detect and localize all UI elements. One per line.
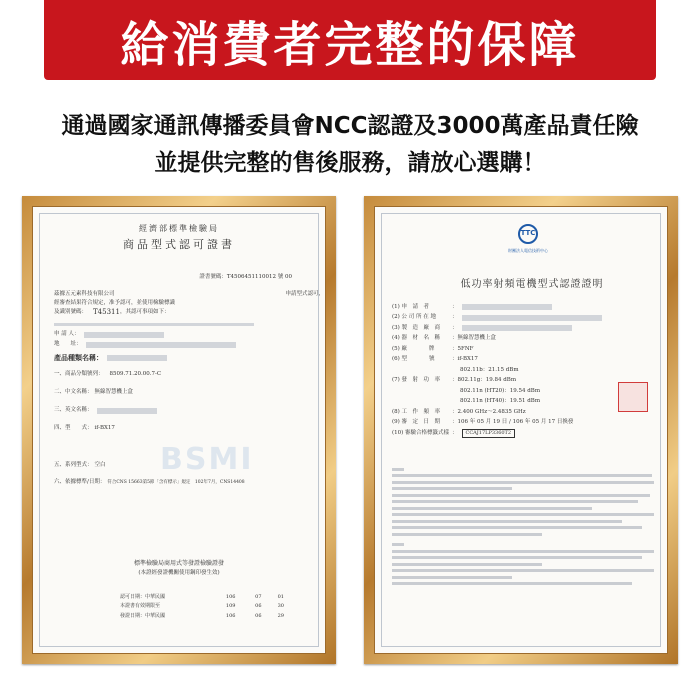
list-item: (9) 審 定 日 期 ： 106 年 05 月 19 日 / 106 年 05 月 17 日換發 <box>392 419 574 426</box>
table-row: 發證日期：中華民國 106 06 29 <box>120 613 284 619</box>
cert-dates-table <box>118 592 298 621</box>
redacted-address <box>462 315 602 321</box>
list-item: (3) 製 造 廠 商 ： <box>392 323 662 334</box>
left-certificate-frame <box>22 196 336 664</box>
list-item: 802.11b：21.15 dBm <box>460 366 519 373</box>
table-row: 認可日期：中華民國 106 07 01 <box>120 593 284 600</box>
list-item: (2) 公 司 所 在 地 ： <box>392 313 662 324</box>
redacted-manufacturer <box>462 325 572 331</box>
right-certificate-frame <box>364 196 678 664</box>
model-number: if-BX17 <box>94 425 115 432</box>
subtitle-line-2: 並提供完整的售後服務，請放心選購！ <box>154 150 546 176</box>
mark-usage-title: 標準檢驗局商用式等發證檢驗證發 <box>133 560 224 567</box>
standard-value: 符合CNS 15663第5節「含有標示」規定 102年7月，CNS14408 <box>107 479 245 485</box>
mark-number: T45311 <box>93 307 120 316</box>
list-item: (7) 發 射 功 率 ： 802.11g：19.84 dBm <box>392 377 517 384</box>
list-item: (8) 工 作 頻 率 ： 2.400 GHz～2.4835 GHz <box>392 408 526 415</box>
mark-usage-subtitle: (本證經發證機關使用鋼印發生效) <box>138 570 220 576</box>
chinese-name: 無線智慧機上盒 <box>94 389 134 396</box>
headline-banner <box>44 0 656 80</box>
list-item: (10) 審驗合格標籤式樣 ： CCAJ17LP3360T2 <box>392 428 662 439</box>
list-item: (4) 器 材 名 稱 ： 無線智慧機上盒 <box>392 335 497 342</box>
redacted-applicant <box>462 304 552 310</box>
ttc-logo-icon: TTC <box>518 224 538 244</box>
list-item: (5) 廠 牌 ： 5FNF <box>392 345 474 352</box>
redacted-address <box>86 342 236 348</box>
bsmi-watermark: BSMI <box>160 442 254 477</box>
hs-code: 8509.71.20.00.7-C <box>109 371 162 378</box>
approval-text: 經審查結果符合規定，准予認可，並使用檢驗標識 <box>54 299 176 306</box>
list-item: 802.11n (HT40)：19.51 dBm <box>460 398 541 405</box>
redacted-english-name <box>97 408 157 414</box>
subtitle-line-1: 通過國家通訊傳播委員會NCC認證及3000萬產品責任險 <box>61 113 639 139</box>
company-name: 茲據五元素科技有限公司 <box>54 290 115 297</box>
org-name: 財團法人電信技術中心 <box>508 248 548 253</box>
cert-body: 茲據五元素科技有限公司 申請型式認可， 經審查結果符合規定，准予認可，並使用檢驗標識 及識別號碼： T45311 ，其認可事項如下： 申 請 人： 地 址： 產品種類名稱： 一、商品分類號列： 8509.71.20.00.7-C 二、中文名稱： 無線智慧機上盒 三、英文名稱： 四、型 式： if-BX17 五、系列型式： 空白 六、依據標準/日期： 符合CNS 15663第5節「含有標示」規定 102年7月，CNS14408 <box>54 290 324 486</box>
cert-title: 商品型式認可證書 <box>123 237 235 251</box>
bsmi-certificate <box>39 213 324 647</box>
list-item: (6) 型 號 ： if-BX17 <box>392 356 478 363</box>
approval-label-sample: CCAJ17LP3360T2 <box>462 429 516 438</box>
redacted-applicant <box>84 332 164 338</box>
cert-number: 證書號碼：T4506451110012 號 00 <box>199 274 292 280</box>
cert-title: 低功率射頻電機型式認證證明 <box>460 279 604 290</box>
list-item: (1) 申 請 者 ： <box>392 302 662 313</box>
blurred-english-text <box>54 323 254 326</box>
ncc-certificate <box>381 213 661 647</box>
table-row: 本證書有效期限至 109 06 30 <box>120 603 284 610</box>
cert-notes <box>392 466 664 587</box>
headline-text: 給消費者完整的保障 <box>120 16 580 73</box>
official-seal-stamp <box>618 382 648 412</box>
list-item: 802.11n (HT20)：19.54 dBm <box>460 387 541 394</box>
cert-fields <box>392 302 662 439</box>
product-category-label: 產品種類名稱： <box>54 353 103 363</box>
cert-agency: 經濟部標準檢驗局 <box>139 224 219 233</box>
